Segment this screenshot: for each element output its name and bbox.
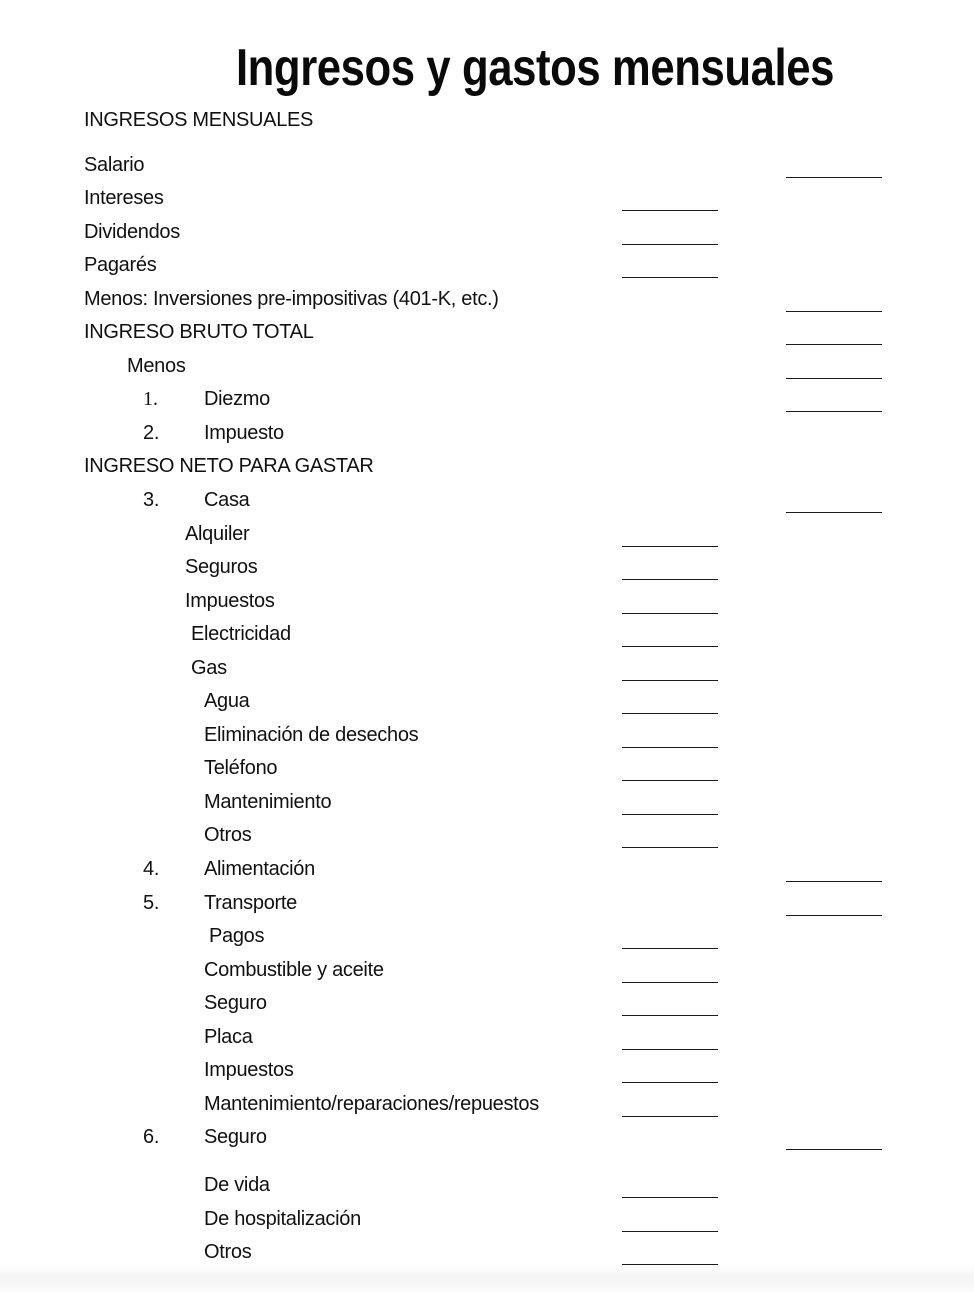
form-row bbox=[84, 1169, 890, 1203]
item-label: Menos bbox=[127, 354, 186, 377]
blank-line bbox=[622, 210, 718, 211]
item-label: Transporte bbox=[204, 891, 297, 914]
blank-line bbox=[622, 948, 718, 949]
form-row bbox=[84, 719, 890, 753]
blank-line bbox=[786, 512, 882, 513]
form-row bbox=[84, 819, 890, 853]
item-label: Mantenimiento/reparaciones/repuestos bbox=[204, 1092, 539, 1115]
item-label: Pagarés bbox=[84, 254, 157, 277]
form-row bbox=[84, 417, 890, 451]
item-label: Otros bbox=[204, 824, 252, 847]
blank-line bbox=[622, 579, 718, 580]
item-label: Mantenimiento bbox=[204, 790, 332, 813]
form-row bbox=[84, 484, 890, 518]
form-row bbox=[84, 1203, 890, 1237]
form-row bbox=[84, 283, 890, 317]
item-label: Dividendos bbox=[84, 220, 180, 243]
blank-line bbox=[622, 613, 718, 614]
item-label: Impuesto bbox=[204, 421, 284, 444]
item-label: Impuestos bbox=[204, 1059, 294, 1082]
item-number: 4. bbox=[143, 858, 160, 881]
item-label: Gas bbox=[191, 656, 227, 679]
blank-line bbox=[786, 311, 882, 312]
item-number: 5. bbox=[143, 891, 160, 914]
blank-line bbox=[786, 1149, 882, 1150]
blank-line bbox=[622, 1049, 718, 1050]
form-row bbox=[84, 585, 890, 619]
form-row bbox=[84, 383, 890, 417]
page-title-text: Ingresos y gastos mensuales bbox=[235, 39, 834, 97]
item-label: Combustible y aceite bbox=[204, 958, 384, 981]
blank-line bbox=[622, 680, 718, 681]
item-label: Agua bbox=[204, 690, 250, 713]
form-row bbox=[84, 216, 890, 250]
item-label: Alquiler bbox=[185, 522, 250, 545]
item-label: De hospitalización bbox=[204, 1207, 361, 1230]
form-row bbox=[84, 149, 890, 183]
item-label: Seguro bbox=[204, 992, 267, 1015]
form-row bbox=[84, 652, 890, 686]
blank-line bbox=[622, 1015, 718, 1016]
blank-line bbox=[622, 546, 718, 547]
form-row bbox=[84, 618, 890, 652]
item-label: Impuestos bbox=[185, 589, 275, 612]
blank-line bbox=[622, 1264, 718, 1265]
form-row bbox=[84, 685, 890, 719]
section-row bbox=[84, 450, 890, 484]
item-label: Salario bbox=[84, 153, 145, 176]
blank-line bbox=[622, 847, 718, 848]
item-label: Seguros bbox=[185, 556, 258, 579]
item-label: Alimentación bbox=[204, 858, 315, 881]
item-label: Intereses bbox=[84, 187, 164, 210]
blank-line bbox=[786, 881, 882, 882]
blank-line bbox=[622, 780, 718, 781]
form-row bbox=[84, 752, 890, 786]
form-row bbox=[84, 249, 890, 283]
section-label: INGRESO NETO PARA GASTAR bbox=[84, 455, 374, 478]
blank-line bbox=[622, 982, 718, 983]
blank-line bbox=[622, 1116, 718, 1117]
item-number: 6. bbox=[143, 1126, 160, 1149]
item-label: Placa bbox=[204, 1025, 253, 1048]
form-row bbox=[84, 1236, 890, 1270]
blank-line bbox=[622, 1082, 718, 1083]
page-title bbox=[0, 41, 974, 95]
form-row bbox=[84, 182, 890, 216]
blank-line bbox=[622, 646, 718, 647]
item-label: Menos: Inversiones pre-impositivas (401-K, etc.) bbox=[84, 287, 499, 310]
form-row bbox=[84, 1021, 890, 1055]
form-row bbox=[84, 350, 890, 384]
item-label: Casa bbox=[204, 489, 250, 512]
blank-line bbox=[622, 1231, 718, 1232]
blank-line bbox=[622, 1197, 718, 1198]
form-row bbox=[84, 786, 890, 820]
blank-line bbox=[622, 277, 718, 278]
form-row bbox=[84, 853, 890, 887]
form-row bbox=[84, 1054, 890, 1088]
item-number: 1. bbox=[143, 388, 158, 411]
blank-line bbox=[786, 915, 882, 916]
form-row bbox=[84, 518, 890, 552]
item-label: Electricidad bbox=[191, 623, 291, 646]
section-row bbox=[84, 316, 890, 350]
form-row bbox=[84, 551, 890, 585]
blank-line bbox=[786, 344, 882, 345]
form-row bbox=[84, 1088, 890, 1122]
blank-line bbox=[622, 244, 718, 245]
form-row bbox=[84, 887, 890, 921]
item-number: 3. bbox=[143, 489, 160, 512]
item-label: De vida bbox=[204, 1173, 270, 1196]
item-label: Seguro bbox=[204, 1126, 267, 1149]
blank-line bbox=[786, 378, 882, 379]
blank-line bbox=[786, 177, 882, 178]
form-row bbox=[84, 1121, 890, 1155]
item-label: Otros bbox=[204, 1241, 252, 1264]
form-row bbox=[84, 954, 890, 988]
section-row bbox=[84, 104, 890, 138]
form-rows bbox=[84, 104, 890, 1270]
section-label: INGRESOS MENSUALES bbox=[84, 109, 314, 131]
item-label: Diezmo bbox=[204, 388, 270, 411]
item-number: 2. bbox=[143, 421, 160, 444]
section-label: INGRESO BRUTO TOTAL bbox=[84, 321, 314, 344]
item-label: Eliminación de desechos bbox=[204, 723, 419, 746]
item-label: Pagos bbox=[209, 925, 265, 948]
blank-line bbox=[786, 411, 882, 412]
blank-line bbox=[622, 747, 718, 748]
blank-line bbox=[622, 814, 718, 815]
form-row bbox=[84, 920, 890, 954]
blank-line bbox=[622, 713, 718, 714]
item-label: Teléfono bbox=[204, 757, 278, 780]
form-row bbox=[84, 987, 890, 1021]
